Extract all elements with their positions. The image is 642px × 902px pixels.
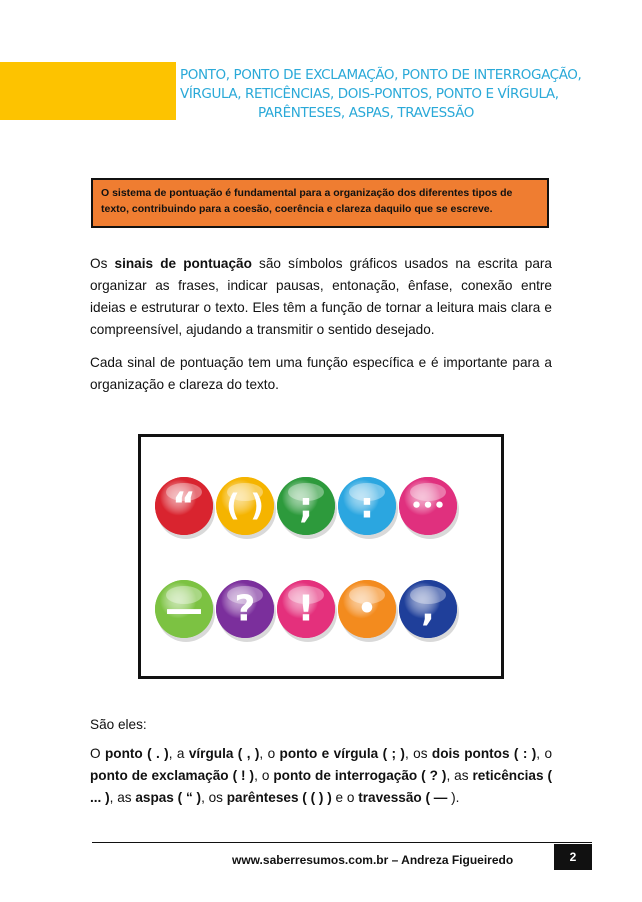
question-mark-glyph: ? (234, 588, 256, 630)
punctuation-term: ponto de exclamação ( ! ) (90, 768, 255, 783)
dash-button (155, 580, 215, 642)
period-button (338, 580, 398, 642)
parentheses-button (216, 477, 276, 539)
punctuation-term: ponto e vírgula ( ; ) (279, 746, 405, 761)
page-title (180, 66, 582, 123)
list-intro: São eles: (90, 717, 147, 732)
question-mark-button (216, 580, 276, 642)
list-text: , os (201, 790, 227, 805)
list-text: , os (404, 746, 432, 761)
list-text: e o (331, 790, 359, 805)
punctuation-term: dois pontos ( : ) (431, 746, 537, 761)
footer-credit: www.saberresumos.com.br – Andreza Figueiredo (232, 853, 514, 867)
comma-button (399, 580, 459, 642)
title-line-1: PONTO, PONTO DE EXCLAMAÇÃO, PONTO DE INTERROGAÇÃO, (180, 67, 582, 83)
list-text: , as (109, 790, 136, 805)
list-text: , o (254, 768, 274, 783)
punctuation-list (90, 743, 552, 809)
semicolon-button (277, 477, 337, 539)
parentheses-glyph: ( ) (226, 488, 264, 524)
intro-rest: são símbolos gráficos usados na escrita para organizar as frases, indicar pausas, entonação, ênfase, conexão entre ideias e estruturar o texto. Eles têm a função de tornar a leitura mais clara e compreensível, ajudando a transmitir o sentido desejado. (90, 256, 552, 337)
intro-term: sinais de pontuação (114, 256, 252, 271)
dash-glyph: — (165, 587, 203, 631)
comma-glyph: , (421, 588, 435, 630)
colon-glyph: : (359, 485, 375, 527)
footer-divider (92, 842, 592, 843)
punctuation-term: aspas ( “ ) (135, 790, 202, 805)
intro-paragraph (90, 253, 552, 341)
title-line-2: VÍRGULA, RETICÊNCIAS, DOIS-PONTOS, PONTO E VÍRGULA, (180, 86, 559, 102)
ellipsis-glyph: ••• (410, 495, 446, 517)
list-text: , o (259, 746, 280, 761)
period-glyph: • (357, 591, 377, 627)
header-accent-bar (0, 62, 176, 120)
punctuation-term: vírgula ( , ) (188, 746, 260, 761)
exclamation-mark-glyph: ! (297, 588, 315, 630)
list-text: , a (168, 746, 189, 761)
punctuation-term: reticências ( ... ) (90, 768, 553, 805)
intro-lead: Os (90, 256, 115, 271)
quotes-glyph: “ (172, 485, 196, 527)
semicolon-glyph: ; (298, 485, 314, 527)
punctuation-term: ponto de interrogação ( ? ) (273, 768, 447, 783)
list-text: O (90, 746, 105, 761)
punctuation-buttons-image (141, 437, 501, 676)
list-text: , as (446, 768, 473, 783)
punctuation-term: ponto ( . ) (104, 746, 169, 761)
ellipsis-button (399, 477, 459, 539)
colon-button (338, 477, 398, 539)
exclamation-mark-button (277, 580, 337, 642)
highlight-box: O sistema de pontuação é fundamental para a organização dos diferentes tipos de texto, contribuindo para a coesão, coerência e clareza daquilo que se escreve. (91, 178, 549, 228)
punctuation-illustration (138, 434, 504, 679)
second-paragraph: Cada sinal de pontuação tem uma função específica e é importante para a organização e clareza do texto. (90, 355, 552, 392)
page-number: 2 (554, 844, 592, 870)
punctuation-term: travessão ( — (358, 790, 452, 805)
punctuation-term: parênteses ( ( ) ) (226, 790, 332, 805)
list-text: , o (536, 746, 553, 761)
quotes-button (155, 477, 215, 539)
list-text: ). (451, 790, 460, 805)
title-line-3: PARÊNTESES, ASPAS, TRAVESSÃO (257, 105, 475, 121)
